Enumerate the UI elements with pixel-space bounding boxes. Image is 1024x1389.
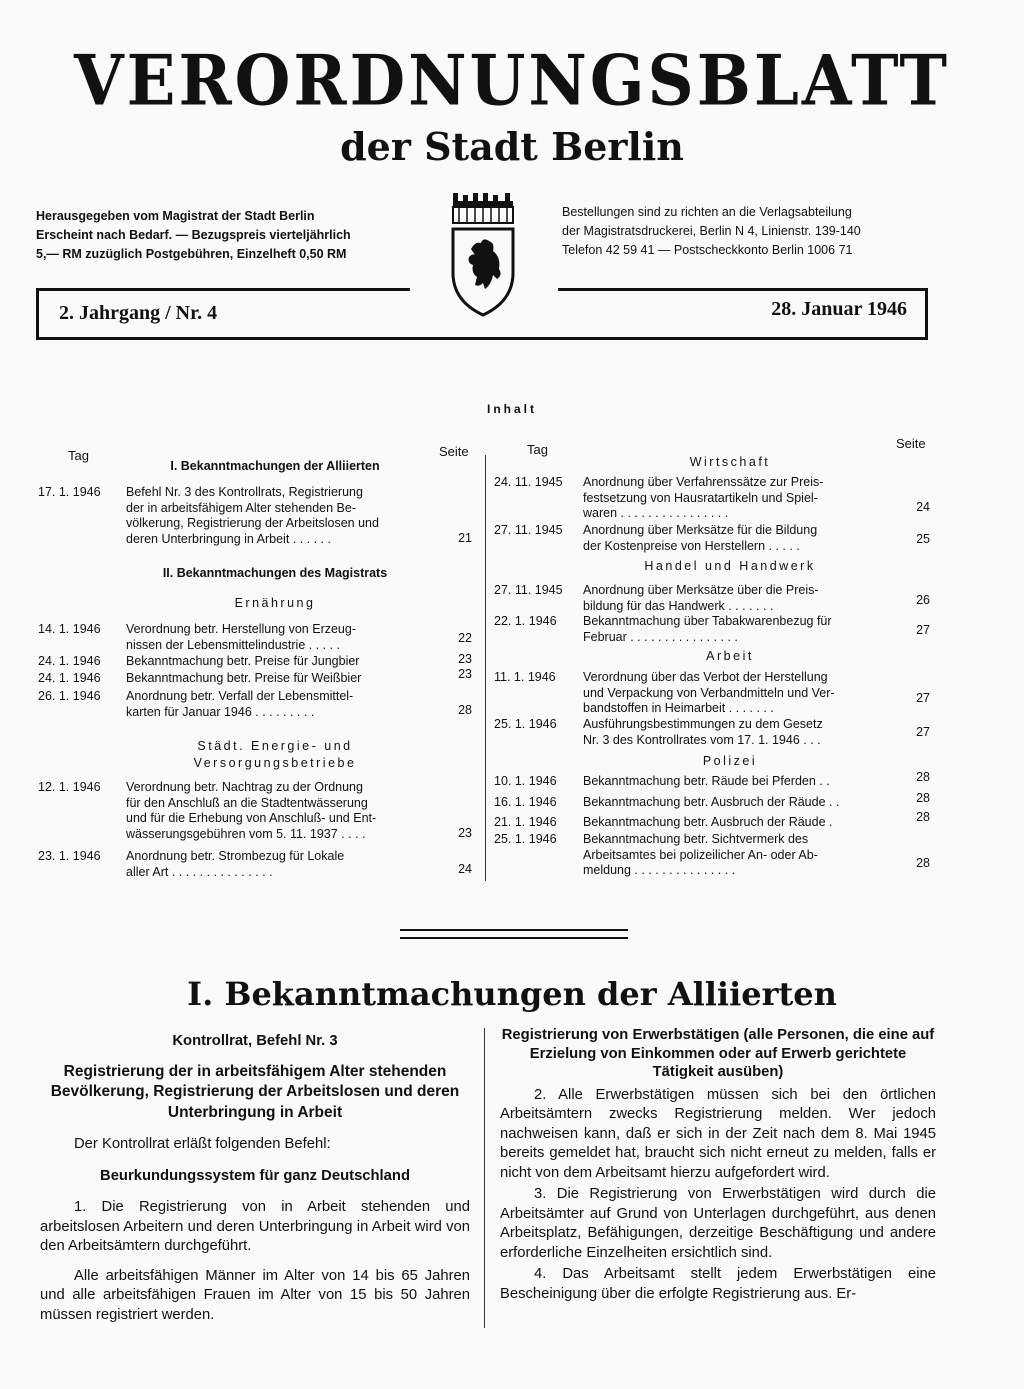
toc-entry-page: 25 xyxy=(916,532,930,546)
toc-entry-date: 27. 11. 1945 xyxy=(494,583,563,597)
toc-entry-text: Bekanntmachung betr. Preise für Weißbier xyxy=(126,671,362,685)
toc-entry-text: Befehl Nr. 3 des Kontrollrats, Registrierung der in arbeitsfähigem Alter stehenden Be- völkerung, Registrierung der Arbeitslosen und deren Unterbringung in Arbeit . . . . . . xyxy=(126,485,379,546)
article-column-divider xyxy=(484,1028,485,1328)
toc-entry-date: 25. 1. 1946 xyxy=(494,717,557,731)
toc-entry-text: Bekanntmachung betr. Preise für Jungbier xyxy=(126,654,360,668)
toc-entry-date: 14. 1. 1946 xyxy=(38,622,101,636)
issue-number: 2. Jahrgang / Nr. 4 xyxy=(59,302,218,324)
toc-entry-text: Verordnung betr. Nachtrag zu der Ordnung für den Anschluß an die Stadtentwässerung und für die Erhebung von Anschluß- und Ent- wässerungsgebühren vom 5. 11. 1937 . . . . xyxy=(126,780,377,841)
toc-entry xyxy=(38,622,478,654)
publisher-line: 5,— RM zuzüglich Postgebühren, Einzelheft 0,50 RM xyxy=(36,247,347,261)
masthead-subtitle: der Stadt Berlin xyxy=(340,124,684,169)
toc-entry-page: 27 xyxy=(916,623,930,637)
toc-entry-page: 27 xyxy=(916,691,930,705)
article-paragraph: Alle arbeitsfähigen Männer im Alter von 14 bis 65 Jahren und alle arbeitsfähigen Frauen im Alter von 15 bis 50 Jahren müssen registriert werden. xyxy=(40,1267,470,1323)
toc-entry-text: Anordnung betr. Verfall der Lebensmittel- karten für Januar 1946 . . . . . . . . . xyxy=(126,689,354,719)
toc-entry xyxy=(38,485,478,549)
toc-entry xyxy=(494,717,934,749)
toc-entry-page: 27 xyxy=(916,725,930,739)
toc-section-title: Städt. Energie- und Versorgungsbetriebe xyxy=(193,739,357,770)
toc-col-tag: Tag xyxy=(527,442,548,457)
toc-entry-text: Anordnung über Merksätze für die Bildung der Kostenpreise von Herstellern . . . . . xyxy=(583,523,818,553)
toc-section-title: Arbeit xyxy=(706,649,754,663)
toc-entry-date: 12. 1. 1946 xyxy=(38,780,101,794)
toc-entry-text: Bekanntmachung betr. Räude bei Pferden . . xyxy=(583,774,830,788)
article-subheading: Registrierung von Erwerbstätigen (alle Personen, die eine auf Erzielung von Einkommen oder auf Erwerb gerichtete Tätigkeit ausüben) xyxy=(501,1027,935,1080)
publisher-info xyxy=(36,207,416,264)
order-line: der Magistratsdruckerei, Berlin N 4, Linienstr. 139-140 xyxy=(562,224,861,238)
toc-entry xyxy=(38,667,478,687)
toc-entry-text: Bekanntmachung über Tabakwarenbezug für Februar . . . . . . . . . . . . . . . . xyxy=(583,614,832,644)
toc-entry-page: 22 xyxy=(458,631,472,645)
toc-section-title: Ernährung xyxy=(234,596,316,610)
toc-col-seite: Seite xyxy=(896,436,926,451)
toc-entry-page: 24 xyxy=(916,500,930,514)
toc-entry-date: 27. 11. 1945 xyxy=(494,523,563,537)
toc-entry-page: 28 xyxy=(916,791,930,805)
toc-entry xyxy=(494,791,934,811)
toc-entry xyxy=(494,670,934,718)
article-paragraph: 3. Die Registrierung von Erwerbstätigen wird durch die Arbeitsämter auf Grund von Unterlagen durchgeführt, aus denen Arbeitsplatz, Befähigungen, derzeitige Beschäftigung und andere erforderliche Einzelheiten ersichtlich sind. xyxy=(500,1186,936,1261)
toc-entry-date: 24. 11. 1945 xyxy=(494,475,563,489)
toc-entry-page: 28 xyxy=(916,770,930,784)
toc-entry xyxy=(38,654,478,670)
toc-section-title: Handel und Handwerk xyxy=(644,559,816,573)
toc-entry-text: Bekanntmachung betr. Sichtvermerk des Arbeitsamtes bei polizeilicher An- oder Ab- meldung . . . . . . . . . . . . . . . xyxy=(583,832,818,877)
toc-entry-date: 23. 1. 1946 xyxy=(38,849,101,863)
toc-entry-text: Anordnung über Merksätze über die Preis- bildung für das Handwerk . . . . . . . xyxy=(583,583,819,613)
toc-entry-text: Anordnung betr. Strombezug für Lokale aller Art . . . . . . . . . . . . . . . xyxy=(126,849,345,879)
article-paragraph: 4. Das Arbeitsamt stellt jedem Erwerbstätigen eine Bescheinigung über die erfolgte Registrierung aus. Er- xyxy=(500,1266,936,1302)
toc-entry xyxy=(494,475,934,523)
toc-entry xyxy=(494,614,934,646)
article-title: Registrierung der in arbeitsfähigem Alter stehenden Bevölkerung, Registrierung der Arbeitslosen und deren Unterbringung in Arbeit xyxy=(50,1062,460,1121)
article-issuer: Kontrollrat, Befehl Nr. 3 xyxy=(172,1033,338,1049)
toc-entry-date: 26. 1. 1946 xyxy=(38,689,101,703)
order-info xyxy=(562,203,942,260)
toc-entry xyxy=(494,770,934,790)
toc-entry-page: 24 xyxy=(458,862,472,876)
article-paragraph: 1. Die Registrierung von in Arbeit stehenden und arbeitslosen Arbeitern und deren Unterbringung in Arbeit wird von den Arbeitsämtern durchgeführt. xyxy=(40,1199,470,1254)
toc-entry-date: 22. 1. 1946 xyxy=(494,614,557,628)
toc-entry-date: 24. 1. 1946 xyxy=(38,654,101,668)
toc-entry-text: Ausführungsbestimmungen zu dem Gesetz Nr. 3 des Kontrollrates vom 17. 1. 1946 . . . xyxy=(583,717,823,747)
toc-entry-text: Bekanntmachung betr. Ausbruch der Räude . . xyxy=(583,795,840,809)
toc-entry xyxy=(38,849,478,881)
toc-entry-date: 10. 1. 1946 xyxy=(494,774,557,788)
article-subheading: Beurkundungssystem für ganz Deutschland xyxy=(100,1167,410,1184)
toc-entry-page: 28 xyxy=(916,856,930,870)
toc-entry-text: Verordnung betr. Herstellung von Erzeug- nissen der Lebensmittelindustrie . . . . . xyxy=(126,622,356,652)
article-left-column xyxy=(40,1032,470,1325)
toc-entry-page: 23 xyxy=(458,667,472,681)
toc-entry-date: 24. 1. 1946 xyxy=(38,671,101,685)
article-paragraph: 2. Alle Erwerbstätigen müssen sich bei den örtlichen Arbeitsämtern zwecks Registrierung melden. Wer jedoch nachweisen kann, daß er sich in der Zeit nach dem 8. Mai 1945 bereits gemeldet hat, braucht sich nicht erneut zu melden, falls er nicht von dem Arbeitsamt hierzu aufgefordert wird. xyxy=(500,1086,936,1181)
toc-col-tag: Tag xyxy=(68,448,89,463)
toc-entry-text: Bekanntmachung betr. Ausbruch der Räude . xyxy=(583,815,833,829)
toc-title: Inhalt xyxy=(487,402,537,416)
toc-entry xyxy=(494,583,934,615)
article-heading: I. Bekanntmachungen der Alliierten xyxy=(187,975,837,1013)
toc-entry-date: 16. 1. 1946 xyxy=(494,795,557,809)
masthead-title: VERORDNUNGSBLATT xyxy=(74,40,950,122)
toc-entry-page: 28 xyxy=(916,810,930,824)
issue-bar xyxy=(36,288,928,340)
toc-entry-text: Anordnung über Verfahrenssätze zur Preis- festsetzung von Hausratartikeln und Spiel- waren . . . . . . . . . . . . . . . . xyxy=(583,475,824,520)
toc-entry-date: 25. 1. 1946 xyxy=(494,832,557,846)
toc-entry-page: 28 xyxy=(458,703,472,717)
publisher-line: Erscheint nach Bedarf. — Bezugspreis vierteljährlich xyxy=(36,228,351,242)
toc-entry xyxy=(494,832,934,880)
order-line: Telefon 42 59 41 — Postscheckkonto Berlin 1006 71 xyxy=(562,243,853,257)
toc-entry-page: 26 xyxy=(916,593,930,607)
toc-entry-date: 11. 1. 1946 xyxy=(494,670,556,684)
publisher-line: Herausgegeben vom Magistrat der Stadt Berlin xyxy=(36,209,315,223)
order-line: Bestellungen sind zu richten an die Verlagsabteilung xyxy=(562,205,852,219)
article-intro: Der Kontrollrat erläßt folgenden Befehl: xyxy=(74,1136,331,1152)
issue-date: 28. Januar 1946 xyxy=(771,298,907,320)
toc-entry xyxy=(494,523,934,555)
toc-section-title: Polizei xyxy=(702,754,758,768)
toc-column-divider xyxy=(485,455,486,881)
toc-entry-page: 23 xyxy=(458,652,472,666)
article-right-column xyxy=(500,1026,936,1304)
toc-col-seite: Seite xyxy=(439,444,469,459)
toc-entry-page: 23 xyxy=(458,826,472,840)
section-divider xyxy=(400,929,628,939)
toc-entry-page: 21 xyxy=(458,531,472,545)
toc-section-title: I. Bekanntmachungen der Alliierten xyxy=(170,459,380,473)
toc-section-title: Wirtschaft xyxy=(689,455,771,469)
toc-entry-date: 17. 1. 1946 xyxy=(38,485,101,499)
toc-entry xyxy=(494,810,934,831)
toc-entry xyxy=(38,689,478,721)
toc-entry xyxy=(38,780,478,844)
toc-entry-text: Verordnung über das Verbot der Herstellung und Verpackung von Verbandmitteln und Ver- bandstoffen in Heimarbeit . . . . . . . xyxy=(583,670,835,715)
toc-section-title: II. Bekanntmachungen des Magistrats xyxy=(162,566,388,580)
toc-entry-date: 21. 1. 1946 xyxy=(494,815,557,829)
